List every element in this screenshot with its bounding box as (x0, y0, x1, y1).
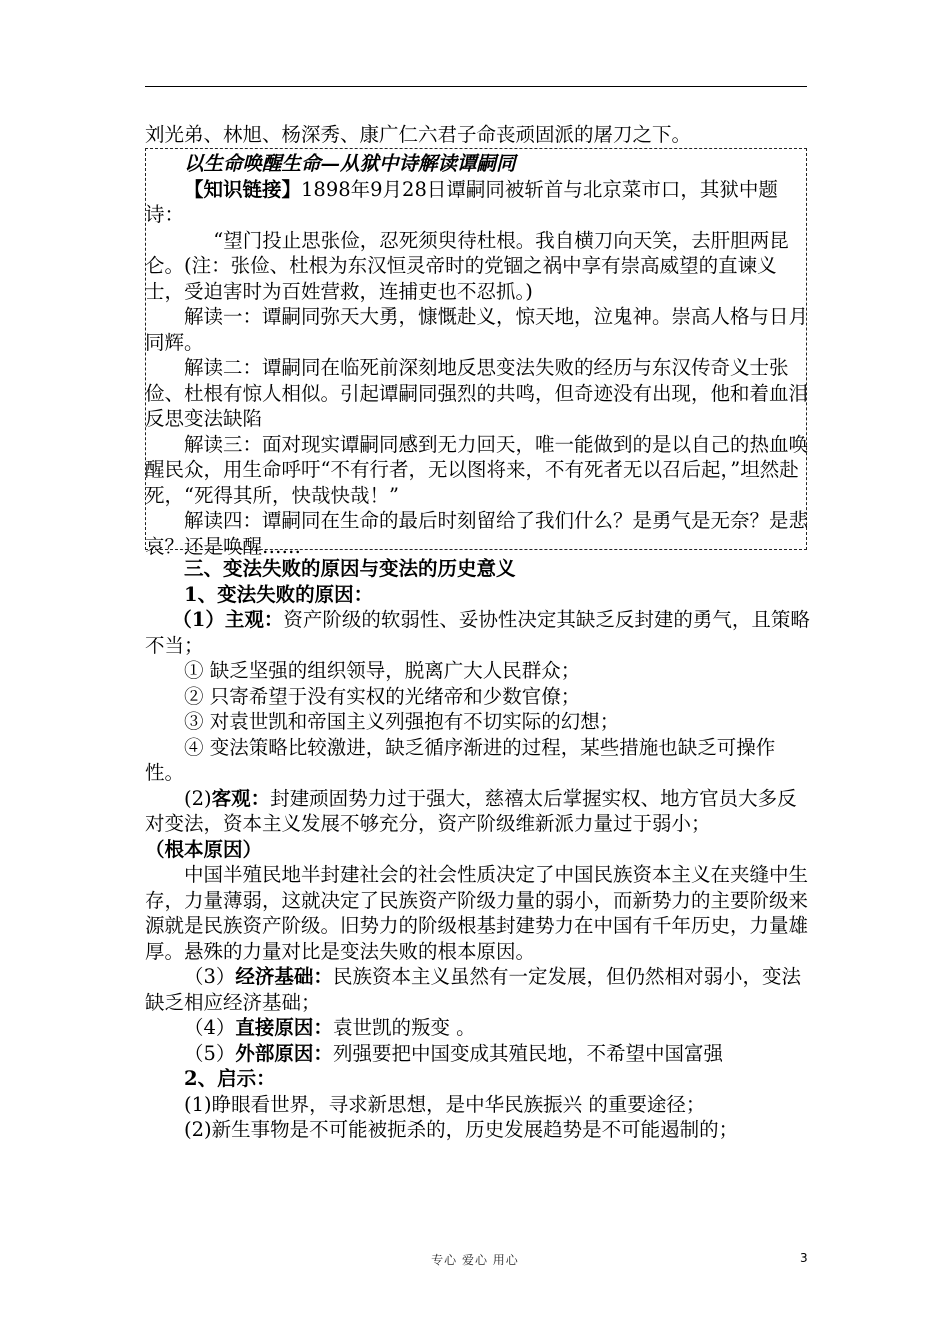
knowledge-link-label: 【知识链接】 (184, 177, 302, 201)
intro-line (145, 122, 810, 148)
external-cause: （5）外部原因：列强要把中国变成其殖民地，不希望中国富强 (184, 1041, 723, 1065)
poem-text: “望门投止思张俭，忍死须臾待杜根。我自横刀向天笑，去肝胆两昆仑。(注：张俭、杜根为东汉恒灵帝时的党锢之祸中享有崇高威望的直谏义士，受迫害时为百姓营救，连捕吏也不忍抓。) (145, 228, 789, 303)
subjective-cause: （1）主观：资产阶级的软弱性、妥协性决定其缺乏反封建的勇气，且策略不当； (145, 608, 810, 657)
lesson-heading: 2、启示： (184, 1067, 276, 1090)
box-title: 以生命唤醒生命—从狱中诗解读谭嗣同 (184, 152, 516, 175)
objective-label: 客观： (211, 786, 271, 810)
economic-cause: （3）经济基础：民族资本主义虽然有一定发展，但仍然相对弱小，变法缺乏相应经济基础； (145, 965, 801, 1014)
analysis-paragraph: 中国半殖民地半封建社会的社会性质决定了中国民族资本主义在夹缝中生存，力量薄弱，这就决定了民族资产阶级力量的弱小，而新势力的主要阶级来源就是民族资产阶级。旧势力的阶级根基封建势力在中国有千年历史，力量雄厚。悬殊的力量对比是变法失败的根本原因。 (145, 863, 809, 963)
footer-motto: 专心 爱心 用心 (431, 1253, 519, 1267)
economic-label: 经济基础： (235, 965, 333, 988)
main-content (145, 556, 810, 1143)
cause-heading: 1、变法失败的原因： (184, 582, 374, 606)
header-rule (145, 86, 807, 87)
subjective-item: ④ 变法策略比较激进，缺乏循序渐进的过程，某些措施也缺乏可操作性。 (145, 735, 776, 784)
knowledge-box-content (145, 151, 810, 559)
direct-cause: （4）直接原因：袁世凯的叛变 。 (184, 1016, 476, 1039)
subjective-item: ③ 对袁世凯和帝国主义列强抱有不切实际的幻想； (184, 710, 620, 733)
knowledge-link (145, 177, 810, 228)
page-number: 3 (800, 1251, 808, 1265)
external-label: 外部原因： (235, 1041, 333, 1065)
section-three-title: 三、变法失败的原因与变法的历史意义 (184, 557, 516, 580)
direct-label: 直接原因： (235, 1016, 333, 1039)
reading-three: 解读三：面对现实谭嗣同感到无力回天，唯一能做到的是以自己的热血唤醒民众，用生命呼吁“不有行者，无以图将来，不有死者无以召后起，”坦然赴死，“死得其所，快哉快哉！” (145, 432, 809, 507)
reading-four: 解读四：谭嗣同在生命的最后时刻留给了我们什么？是勇气是无奈？是悲哀？还是唤醒…… (145, 509, 809, 558)
reading-two: 解读二：谭嗣同在临死前深刻地反思变法失败的经历与东汉传奇义士张俭、杜根有惊人相似。引起谭嗣同强烈的共鸣，但奇迹没有出现，他和着血泪反思变法缺陷 (145, 356, 809, 430)
subjective-item: ② 只寄希望于没有实权的光绪帝和少数官僚； (184, 684, 581, 708)
lesson-item: (2)新生事物是不可能被扼杀的，历史发展趋势是不可能遏制的； (184, 1118, 739, 1141)
objective-cause: (2)客观：封建顽固势力过于强大，慈禧太后掌握实权、地方官员大多反对变法，资本主义发展不够充分，资产阶级维新派力量过于弱小；（根本原因） (145, 786, 797, 861)
subjective-item: ① 缺乏坚强的组织领导，脱离广大人民群众； (184, 659, 581, 682)
intro-text: 刘光弟、林旭、杨深秀、康广仁六君子命丧顽固派的屠刀之下。 (145, 123, 692, 146)
lesson-item: (1)睁眼看世界，寻求新思想，是中华民族振兴 的重要途径； (184, 1092, 706, 1116)
subjective-label: （1）主观： (172, 608, 284, 631)
knowledge-link-text: 1898年9月28日谭嗣同被斩首与北京菜市口，其狱中题诗： (145, 177, 778, 226)
root-cause-label: （根本原因） (145, 837, 263, 861)
reading-one: 解读一：谭嗣同弥天大勇，慷慨赴义，惊天地，泣鬼神。崇高人格与日月同辉。 (145, 305, 809, 354)
